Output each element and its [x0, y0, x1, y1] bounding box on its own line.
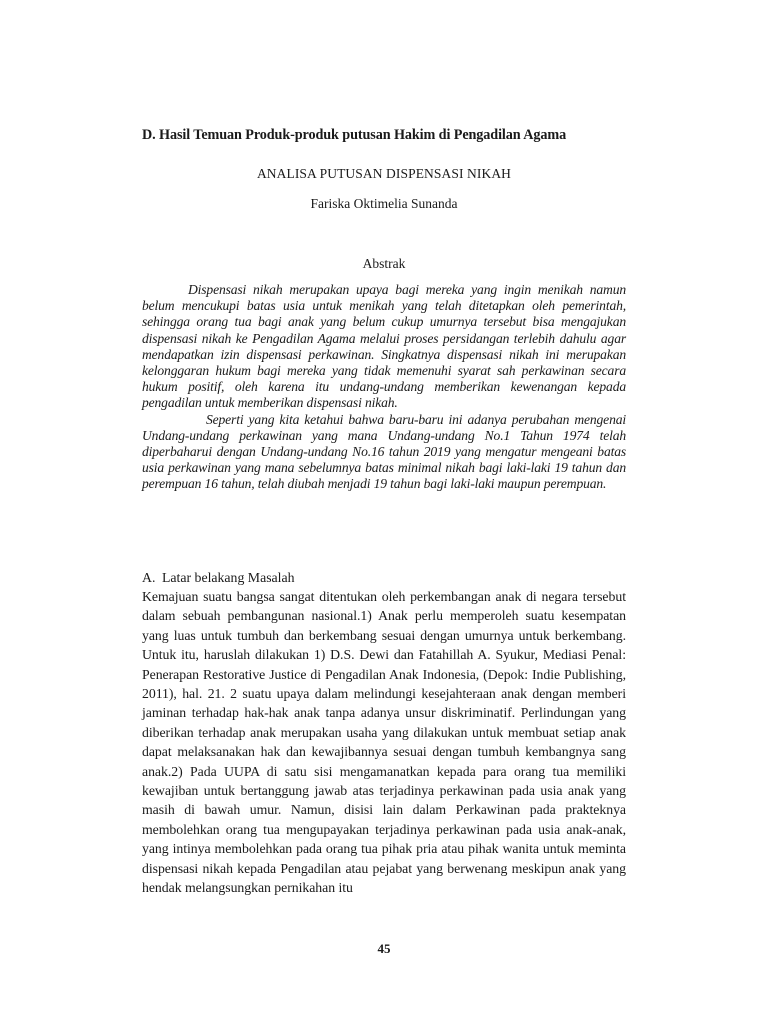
page-number: 45: [377, 941, 391, 956]
background-heading: [142, 569, 626, 587]
abstract-paragraph: Dispensasi nikah merupakan upaya bagi mereka yang ingin menikah namun belum mencukupi batas usia untuk menikah yang telah ditetapkan oleh pemerintah, sehingga orang tua bagi anak yang belum cukup umurnya tersebut bisa mengajukan dispensasi nikah ke Pengadilan Agama melalui proses persidangan terlebih dahulu agar mendapatkan izin dispensasi perkawinan. Singkatnya dispensasi nikah ini merupakan kelonggaran hukum bagi mereka yang tidak memenuhi syarat sah perkawinan secara hukum positif, oleh karena itu undang-undang memberikan kewenangan kepada pengadilan untuk memberikan dispensasi nikah.: [142, 282, 626, 411]
section-heading: D. Hasil Temuan Produk-produk putusan Hakim di Pengadilan Agama: [142, 127, 567, 143]
abstract-paragraph: Seperti yang kita ketahui bahwa baru-baru ini adanya perubahan mengenai Undang-undang perkawinan yang mana Undang-undang No.1 Tahun 1974 telah diperbaharui dengan Undang-undang No.16 tahun 2019 yang mengatur mengeani batas usia perkawinan yang mana sebelumnya batas minimal nikah bagi laki-laki 19 tahun dan perempuan 16 tahun, telah diubah menjadi 19 tahun bagi laki-laki maupun perempuan.: [142, 411, 626, 492]
author-name: Fariska Oktimelia Sunanda: [310, 196, 458, 211]
background-heading-number: A.: [142, 570, 156, 585]
background-paragraph: Kemajuan suatu bangsa sangat ditentukan oleh perkembangan anak di negara tersebut dalam sebuah pembangunan nasional.1) Anak perlu memperoleh suatu kesempatan yang luas untuk tumbuh dan berkembang sesuai dengan umurnya untuk berkembang. Untuk itu, haruslah dilakukan 1) D.S. Dewi dan Fatahillah A. Syukur, Mediasi Penal: Penerapan Restorative Justice di Pengadilan Anak Indonesia, (Depok: Indie Publishing, 2011), hal. 21. 2 suatu upaya dalam melindungi kesejahteraan anak dengan memberi jaminan terhadap hak-hak anak tanpa adanya unsur diskriminatif. Perlindungan yang diberikan terhadap anak merupakan usaha yang dilakukan untuk membuat setiap anak dapat melaksanakan hak dan kewajibannya sesuai dengan tumbuh kembangnya sang anak.2) Pada UUPA di satu sisi mengamanatkan kepada para orang tua memiliki kewajiban untuk bertanggung jawab atas terjadinya perkawinan pada usia anak yang masih di bawah umur. Namun, disisi lain dalam Perkawinan pada prakteknya membolehkan orang tua mengupayakan terjadinya perkawinan pada usia anak-anak, yang intinya membolehkan pada orang tua pihak pria atau pihak wanita untuk meminta dispensasi nikah kepada Pengadilan atau pejabat yang berwenang meskipun anak yang hendak melangsungkan pernikahan itu: [142, 589, 626, 896]
background-heading-text: Latar belakang Masalah: [162, 570, 295, 585]
abstract-body: [142, 282, 626, 493]
paper-title: ANALISA PUTUSAN DISPENSASI NIKAH: [256, 166, 512, 181]
abstract-heading: Abstrak: [362, 256, 406, 271]
background-body: [142, 587, 626, 898]
